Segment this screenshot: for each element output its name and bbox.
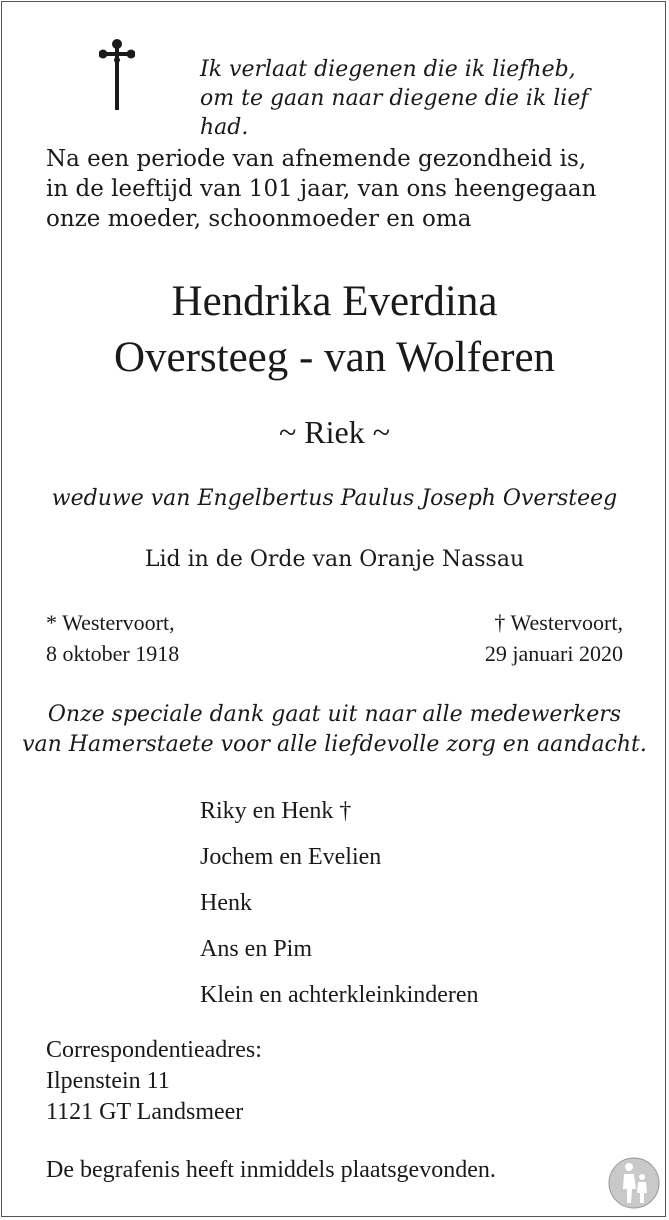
address-city: 1121 GT Landsmeer xyxy=(46,1099,244,1125)
motto-line: om te gaan naar diegene die ik lief had. xyxy=(200,86,589,140)
death-date: 29 januari 2020 xyxy=(484,641,623,666)
death-info xyxy=(363,607,623,669)
birth-place: * Westervoort, xyxy=(46,610,175,635)
intro-line: in de leeftijd van 101 jaar, van ons heengegaan xyxy=(46,176,597,202)
intro-text xyxy=(46,144,636,234)
family-member: Klein en achterkleinkinderen xyxy=(200,982,479,1008)
motto-line: Ik verlaat diegenen die ik liefheb, xyxy=(200,57,576,82)
family-list xyxy=(200,788,620,1018)
deceased-name-last: Oversteeg - van Wolferen xyxy=(113,334,556,381)
honor-line: Lid in de Orde van Oranje Nassau xyxy=(144,547,525,572)
deceased-nickname: ~ Riek ~ xyxy=(278,414,391,450)
memorial-figure-logo-icon xyxy=(608,1155,660,1211)
ornamental-cross-icon xyxy=(99,38,135,112)
family-member: Ans en Pim xyxy=(200,936,313,962)
deceased-name-first: Hendrika Everdina xyxy=(171,278,498,325)
address-street: Ilpenstein 11 xyxy=(46,1068,170,1094)
thanks-line: van Hamerstaete voor alle liefdevolle zorg en aandacht. xyxy=(22,732,647,757)
correspondence-label: Correspondentieadres: xyxy=(46,1037,262,1063)
thanks-text xyxy=(0,700,669,760)
family-member: Jochem en Evelien xyxy=(200,844,382,870)
thanks-line: Onze speciale dank gaat uit naar alle medewerkers xyxy=(47,702,622,727)
widow-of-line: weduwe van Engelbertus Paulus Joseph Oversteeg xyxy=(51,486,618,511)
intro-line: onze moeder, schoonmoeder en oma xyxy=(46,206,472,232)
family-member: Henk xyxy=(200,890,252,916)
funeral-note: De begrafenis heeft inmiddels plaatsgevonden. xyxy=(46,1157,496,1183)
intro-line: Na een periode van afnemende gezondheid is, xyxy=(46,146,587,172)
family-member: Riky en Henk † xyxy=(200,798,352,824)
motto xyxy=(200,55,640,142)
correspondence-address xyxy=(46,1035,446,1128)
birth-date: 8 oktober 1918 xyxy=(46,641,180,666)
death-place: † Westervoort, xyxy=(494,610,623,635)
birth-info xyxy=(46,607,306,669)
